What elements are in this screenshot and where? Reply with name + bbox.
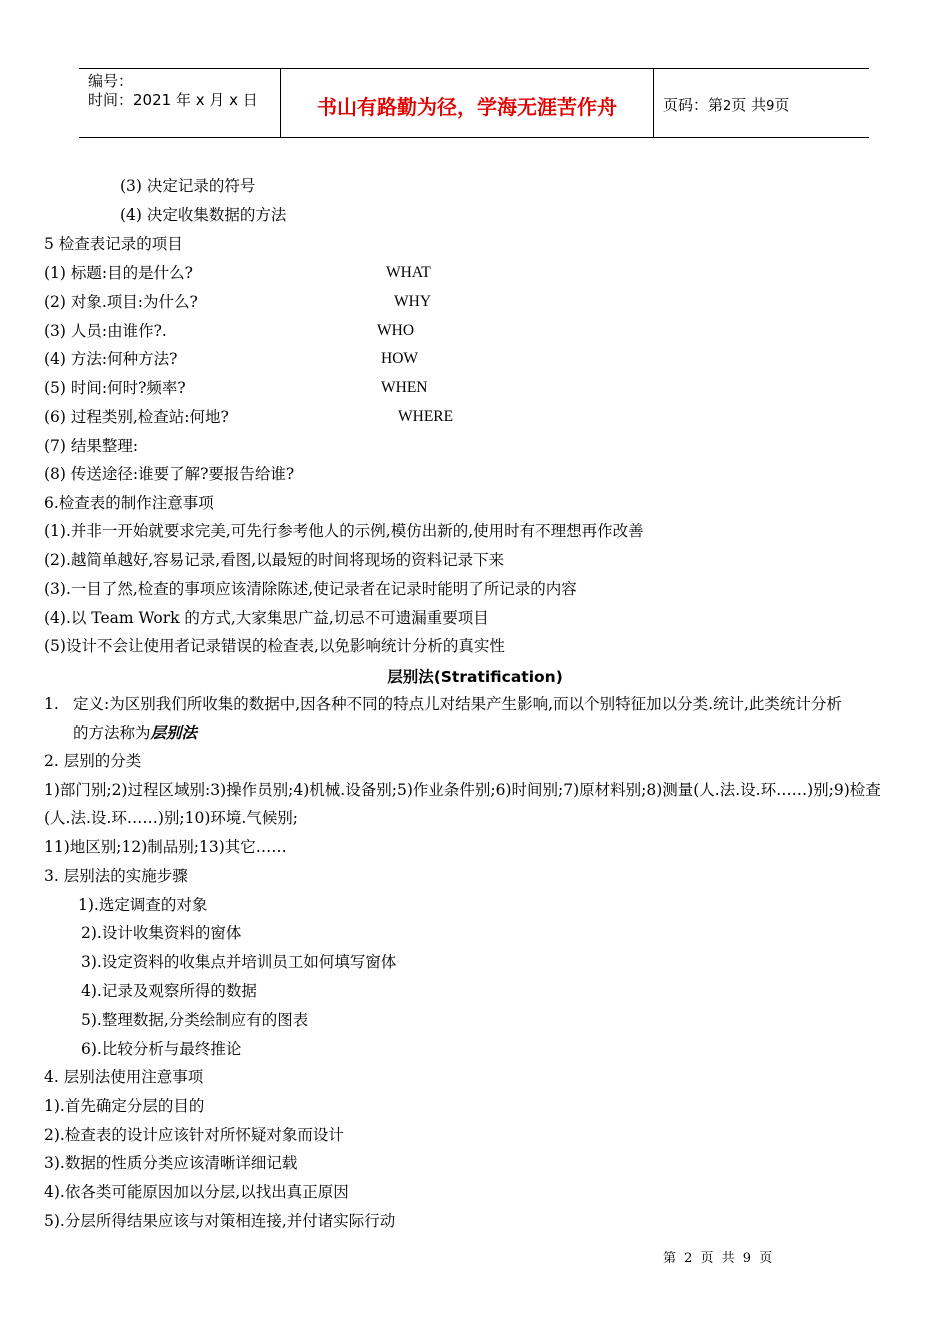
question-item: (8) 传送途径:谁要了解?要报告给谁?: [44, 465, 295, 483]
question-item: (6) 过程类别,检查站:何地?: [44, 408, 229, 426]
note-item: (3).一目了然,检查的事项应该清除陈述,使记录者在记录时能明了所记录的内容: [44, 580, 577, 598]
page-prefix: 页码：第: [663, 96, 724, 114]
text-line: (4) 决定收集数据的方法: [120, 206, 287, 224]
keyword-who: WHO: [377, 322, 415, 339]
header-divider: [653, 69, 654, 137]
keyword-when: WHEN: [381, 379, 428, 396]
question-item: (3) 人员:由谁作?.: [44, 322, 167, 340]
question-item: (2) 对象.项目:为什么?: [44, 293, 198, 311]
section-heading: 6.检查表的制作注意事项: [44, 494, 214, 512]
question-item: (4) 方法:何种方法?: [44, 350, 178, 368]
question-item: (7) 结果整理:: [44, 437, 139, 455]
page-header: [79, 68, 869, 138]
keyword-what: WHAT: [386, 264, 431, 281]
step-item: 1).选定调查的对象: [78, 896, 208, 914]
note-item: (2).越简单越好,容易记录,看图,以最短的时间将现场的资料记录下来: [44, 551, 505, 569]
keyword-why: WHY: [394, 293, 432, 310]
keyword-where: WHERE: [398, 408, 454, 425]
page-suffix: 页: [774, 96, 790, 114]
category-list: 11)地区别;12)制品别;13)其它……: [44, 838, 287, 856]
header-motto: 书山有路勤为径，学海无涯苦作舟: [317, 95, 617, 119]
attention-item: 3).数据的性质分类应该清晰详细记载: [44, 1154, 298, 1172]
section-heading: 5 检查表记录的项目: [44, 235, 183, 253]
section-heading: 4. 层别法使用注意事项: [44, 1068, 204, 1086]
keyword-how: HOW: [381, 350, 419, 367]
definition-term: 层别法: [150, 723, 198, 742]
page-number: 2: [723, 99, 732, 114]
document-time-label: 时间：2021 年 x 月 x 日: [88, 91, 258, 109]
category-list: (人.法.设.环……)别;10)环境.气候别;: [44, 809, 299, 827]
category-list: 1)部门别;2)过程区域别:3)操作员别;4)机械.设备别;5)作业条件别;6)时间别;7)原材料别;8)测量(人.法.设.环……)别;9)检查: [44, 781, 881, 799]
note-item: (1).并非一开始就要求完美,可先行参考他人的示例,模仿出新的,使用时有不理想再作改善: [44, 522, 644, 540]
step-item: 2).设计收集资料的窗体: [81, 924, 242, 942]
section-heading: 3. 层别法的实施步骤: [44, 867, 188, 885]
step-item: 6).比较分析与最终推论: [81, 1040, 242, 1058]
step-item: 3).设定资料的收集点并培训员工如何填写窗体: [81, 953, 397, 971]
step-item: 5).整理数据,分类绘制应有的图表: [81, 1011, 309, 1029]
header-meta: [88, 72, 258, 110]
definition-text-cont: [73, 723, 197, 743]
note-item: (5)设计不会让使用者记录错误的检查表,以免影响统计分析的真实性: [44, 637, 505, 655]
step-item: 4).记录及观察所得的数据: [81, 982, 257, 1000]
page-total: 9: [766, 99, 775, 114]
attention-item: 5).分层所得结果应该与对策相连接,并付诸实际行动: [44, 1212, 396, 1230]
page-footer: 第 2 页 共 9 页: [663, 1251, 775, 1266]
attention-item: 4).依各类可能原因加以分层,以找出真正原因: [44, 1183, 349, 1201]
page-mid: 页 共: [731, 96, 767, 114]
question-item: (1) 标题:目的是什么?: [44, 264, 193, 282]
section-heading: 2. 层别的分类: [44, 752, 142, 770]
text-line: (3) 决定记录的符号: [120, 177, 256, 195]
header-page-info: [663, 94, 789, 115]
document-number-label: 编号：: [88, 72, 134, 90]
list-number: 1.: [44, 695, 59, 713]
section-title: 层别法(Stratification): [387, 668, 563, 686]
attention-item: 1).首先确定分层的目的: [44, 1097, 205, 1115]
question-item: (5) 时间:何时?频率?: [44, 379, 186, 397]
note-item: (4).以 Team Work 的方式,大家集思广益,切忌不可遗漏重要项目: [44, 609, 489, 627]
definition-text: 定义:为区别我们所收集的数据中,因各种不同的特点儿对结果产生影响,而以个别特征加以分类.统计,此类统计分析: [73, 695, 842, 713]
attention-item: 2).检查表的设计应该针对所怀疑对象而设计: [44, 1126, 344, 1144]
definition-text-end: 的方法称为: [73, 724, 151, 742]
